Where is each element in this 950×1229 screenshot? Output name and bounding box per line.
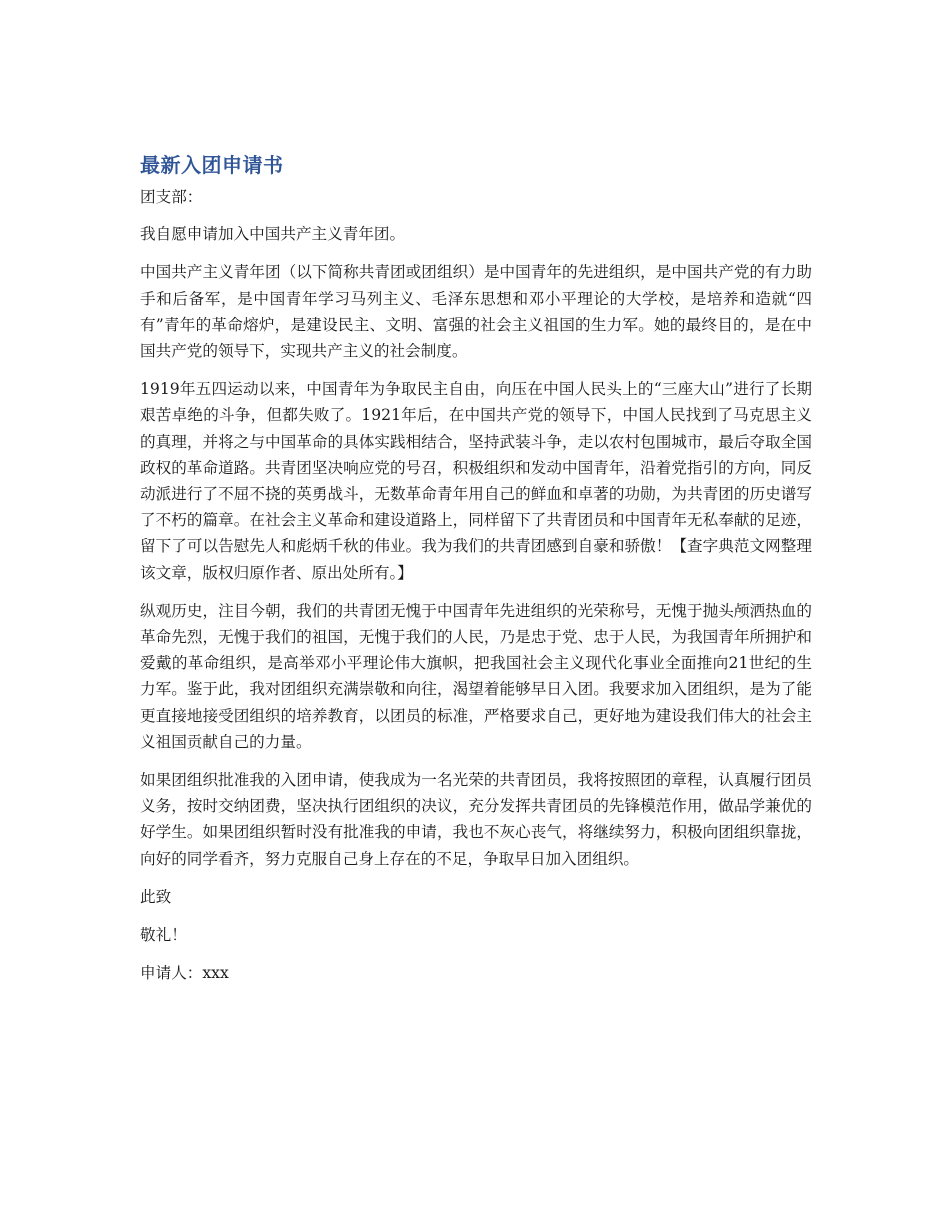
paragraph-3: 1919年五四运动以来，中国青年为争取民主自由，向压在中国人民头上的“三座大山”进行了长期艰苦卓绝的斗争，但都失败了。1921年后，在中国共产党的领导下，中国人民找到了马克思主义的真理，并将之与中国革命的具体实践相结合，坚持武装斗争，走以农村包围城市，最后夺取全国政权的革命道路。共青团坚决响应党的号召，积极组织和发动中国青年，沿着党指引的方向，同反动派进行了不屈不挠的英勇战斗，无数革命青年用自己的鲜血和卓著的功勋，为共青团的历史谱写了不朽的篇章。在社会主义革命和建设道路上，同样留下了共青团员和中国青年无私奉献的足迹，留下了可以告慰先人和彪炳千秋的伟业。我为我们的共青团感到自豪和骄傲！【查字典范文网整理该文章，版权归原作者、原出处所有。】 <box>140 380 812 582</box>
paragraph-4: 纵观历史，注目今朝，我们的共青团无愧于中国青年先进组织的光荣称号，无愧于抛头颅洒热血的革命先烈，无愧于我们的祖国，无愧于我们的人民，乃是忠于党、忠于人民，为我国青年所拥护和爱戴的革命组织，是高举邓小平理论伟大旗帜，把我国社会主义现代化事业全面推向21世纪的生力军。鉴于此，我对团组织充满崇敬和向往，渴望着能够早日入团。我要求加入团组织，是为了能更直接地接受团组织的培养教育，以团员的标准，严格要求自己，更好地为建设我们伟大的社会主义祖国贡献自己的力量。 <box>140 601 812 751</box>
paragraph-1: 我自愿申请加入中国共产主义青年团。 <box>140 225 406 244</box>
signature-line: 申请人：xxx <box>140 964 229 983</box>
closing-line: 此致 <box>140 887 172 906</box>
paragraph-2: 中国共产主义青年团（以下简称共青团或团组织）是中国青年的先进组织，是中国共产党的有力助手和后备军，是中国青年学习马列主义、毛泽东思想和邓小平理论的大学校，是培养和造就“四有”青年的革命熔炉，是建设民主、文明、富强的社会主义祖国的生力军。她的最终目的，是在中国共产党的领导下，实现共产主义的社会制度。 <box>140 263 812 361</box>
salutation: 团支部： <box>140 188 203 206</box>
document-title: 最新入团申请书 <box>140 153 284 177</box>
document-page <box>140 148 812 998</box>
regards-line: 敬礼！ <box>140 926 187 945</box>
paragraph-5: 如果团组织批准我的入团申请，使我成为一名光荣的共青团员，我将按照团的章程，认真履行团员义务，按时交纳团费，坚决执行团组织的决议，充分发挥共青团员的先锋模范作用，做品学兼优的好学生。如果团组织暂时没有批准我的申请，我也不灰心丧气，将继续努力，积极向团组织靠拢，向好的同学看齐，努力克服自己身上存在的不足，争取早日加入团组织。 <box>140 771 812 868</box>
